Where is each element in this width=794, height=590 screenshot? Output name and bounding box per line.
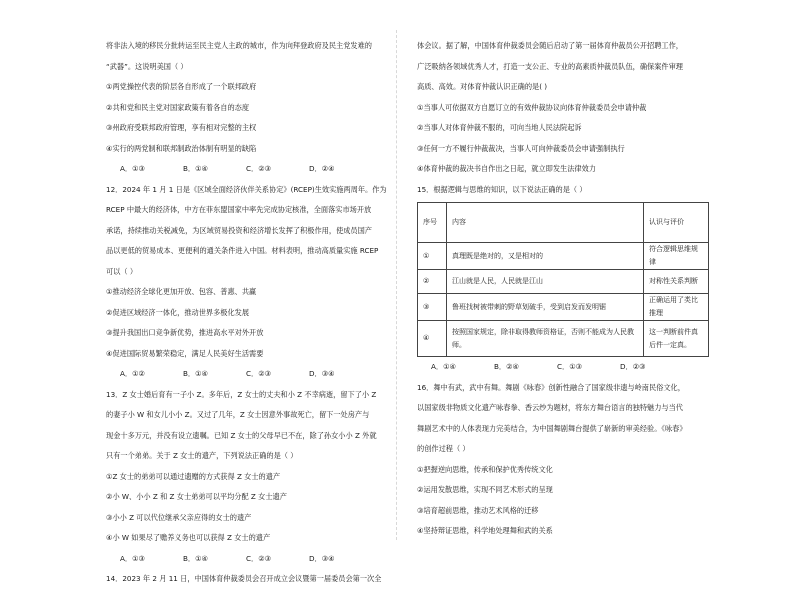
row-number: ② <box>418 270 447 294</box>
q16-option-1: ①把握逆向思维，传承和保护优秀传统文化 <box>417 464 553 474</box>
q11-option-4: ④实行的两党制和联邦制政治体制有明显的缺陷 <box>106 143 257 153</box>
q16-line-3: 舞剧艺术中的人体表现力完美结合，为中国舞剧舞台提供了崭新的审美经验。《咏春》 <box>417 423 687 433</box>
q12-option-4: ④促进国际贸易繁荣稳定，满足人民美好生活需要 <box>106 348 264 358</box>
q13-option-3: ③小小 Z 可以代位继承父亲应得的女士的遗产 <box>106 512 252 522</box>
q11-continuation-line-1: 将非法入境的移民分批转运至民主党人主政的城市，作为向拜登政府及民主党发难的 <box>106 41 372 50</box>
q16-option-4: ④坚持辩证思维，科学地处理舞和武的关系 <box>417 526 553 535</box>
q13-choice-c: C．②③ <box>246 553 272 563</box>
q14-option-1: ①当事人可依据双方自愿订立的有效仲裁协议向体育仲裁委员会申请仲裁 <box>417 102 647 112</box>
q15-choice-b: B．②④ <box>494 362 520 371</box>
q11-option-3: ③州政府受联邦政府管理，享有相对完整的主权 <box>106 123 257 132</box>
q14-option-4: ④体育仲裁的裁决书自作出之日起，就立即发生法律效力 <box>417 164 596 173</box>
q12-choice-b: B．①④ <box>183 369 209 378</box>
q14-line-3: 广泛吸纳各领域优秀人才，打造一支公正、专业的高素质仲裁员队伍，确保案件审理 <box>417 61 683 71</box>
q14-line-4: 高质、高效。对体育仲裁认识正确的是( ) <box>417 82 548 91</box>
q13-option-4: ④小 W 如果尽了赡养义务也可以获得 Z 女士的遗产 <box>106 533 271 542</box>
q11-option-1: ①两党操控代表的阶层各自形成了一个联邦政府 <box>106 82 257 91</box>
row-number: ① <box>418 243 447 270</box>
q15-choice-c: C．①③ <box>557 362 583 371</box>
q14-line-2: 体会议。据了解，中国体育仲裁委员会随后启动了第一届体育仲裁员公开招聘工作， <box>417 41 683 50</box>
q16-line-1: 16．舞中有武，武中有舞。舞剧《咏春》创新性融合了国家级非遗与岭南民俗文化， <box>417 382 685 392</box>
q11-choice-d: D．②④ <box>309 164 335 173</box>
row-number: ③ <box>418 294 447 321</box>
q16-option-3: ③培育超前思维，推动艺术风格的迁移 <box>417 505 539 515</box>
q13-choice-d: D．③④ <box>309 553 335 563</box>
q11-choice-c: C．②③ <box>246 164 272 173</box>
row-content: 鲁班找树被带刺的野草划破手，受到启发而发明锯 <box>447 294 644 321</box>
row-evaluation: 这一判断前件真后件一定真。 <box>644 321 709 357</box>
q12-line-2: RCEP 中最大的经济体，中方在菲东盟国家中率先完成协定核准，全面落实市场开放 <box>106 205 372 214</box>
right-column <box>417 36 709 542</box>
q11-choice-a: A．①③ <box>120 164 145 173</box>
q13-choices <box>106 549 406 570</box>
q11-choices <box>106 159 406 180</box>
row-evaluation: 符合逻辑思维规律 <box>644 243 709 270</box>
q13-option-2: ②小 W、小小 Z 和 Z 女士弟弟可以平均分配 Z 女士遗产 <box>106 492 287 501</box>
table-header-row <box>418 203 709 243</box>
q16-line-2: 以国家级非物质文化遗产咏春拳、香云纱为题材，将东方舞台语言的独特魅力与当代 <box>417 403 683 412</box>
q14-option-2: ②当事人对体育仲裁不服的，可向当地人民法院起诉 <box>417 123 582 132</box>
q13-choice-b: B．①④ <box>183 553 209 563</box>
q13-line-4: 只有一个弟弟。关于 Z 女士的遗产，下列说法正确的是（ ） <box>106 451 298 460</box>
table-row <box>418 270 709 294</box>
q12-choice-d: D．③④ <box>309 369 335 378</box>
q12-line-5: 可以（ ） <box>106 266 138 276</box>
row-content: 按照国家规定，除非取得教师资格证，否则不能成为人民教师。 <box>447 321 644 357</box>
q12-option-2: ②促进区域经济一体化，推动世界多极化发展 <box>106 307 250 317</box>
q12-option-3: ③提升我国出口竞争新优势，推进高水平对外开放 <box>106 328 264 337</box>
q15-table <box>417 202 709 357</box>
q15-choices <box>417 357 709 378</box>
q13-line-3: 现金十多万元，并没有设立遗嘱。已知 Z 女士的父母早已不在，除了孙女小小 Z 外就 <box>106 430 377 440</box>
q12-choice-a: A．①② <box>120 369 145 378</box>
q13-line-2: 的妻子小 W 和女儿小小 Z。又过了几年，Z 女士因意外事故死亡，留下一处房产与 <box>106 410 370 419</box>
q11-continuation-line-2: “武器”。这说明美国（ ） <box>106 61 188 71</box>
left-column <box>106 36 406 590</box>
q12-line-4: 品以更低的贸易成本、更便利的通关条件进入中国。材料表明，推动高质量实施 RCEP <box>106 246 379 255</box>
table-header-content: 内容 <box>447 203 644 243</box>
row-number: ④ <box>418 321 447 357</box>
q16-line-4: 的创作过程（ ） <box>417 444 470 453</box>
q13-choice-a: A．①③ <box>120 553 145 563</box>
q15-stem: 15．根据逻辑与思维的知识，以下说法正确的是（ ） <box>417 184 587 194</box>
q16-option-2: ②运用发散思维，实现不同艺术形式的呈现 <box>417 485 553 494</box>
q15-choice-a: A．①④ <box>431 362 456 371</box>
q11-option-2: ②共和党和民主党对国家政策有着各自的态度 <box>106 102 250 112</box>
q13-option-1: ①Z 女士的弟弟可以通过遗赠的方式获得 Z 女士的遗产 <box>106 471 281 481</box>
table-row <box>418 294 709 321</box>
q11-choice-b: B．①④ <box>183 164 209 173</box>
row-evaluation: 正确运用了类比推理 <box>644 294 709 321</box>
q12-choice-c: C．②③ <box>246 369 272 378</box>
table-row <box>418 243 709 270</box>
row-evaluation: 对称性关系判断 <box>644 270 709 294</box>
row-content: 江山就是人民，人民就是江山 <box>447 270 644 294</box>
table-header-evaluation: 认识与评价 <box>644 203 709 243</box>
q12-line-1: 12．2024 年 1 月 1 日是《区域全面经济伙伴关系协定》(RCEP)生效实施两周年。作为 <box>106 184 387 194</box>
q12-choices <box>106 364 406 385</box>
q14-option-3: ③任何一方不履行仲裁裁决，当事人可向仲裁委员会申请强制执行 <box>417 143 625 153</box>
table-row <box>418 321 709 357</box>
q12-option-1: ①推动经济全球化更加开放、包容、普惠、共赢 <box>106 287 257 296</box>
row-content: 真理既是绝对的，又是相对的 <box>447 243 644 270</box>
q14-line-1: 14．2023 年 2 月 11 日，中国体育仲裁委员会召开成立会议暨第一届委员会第一次全 <box>106 574 382 583</box>
q12-line-3: 承诺，持续推动关税减免，为区域贸易投资和经济增长发挥了积极作用，使成员国产 <box>106 225 372 235</box>
table-header-number: 序号 <box>418 203 447 243</box>
q15-choice-d: D．②③ <box>620 362 646 371</box>
q13-line-1: 13．Z 女士婚后育有一子小 Z。多年后，Z 女士的丈夫和小 Z 不幸病逝，留下了小 Z <box>106 389 377 399</box>
